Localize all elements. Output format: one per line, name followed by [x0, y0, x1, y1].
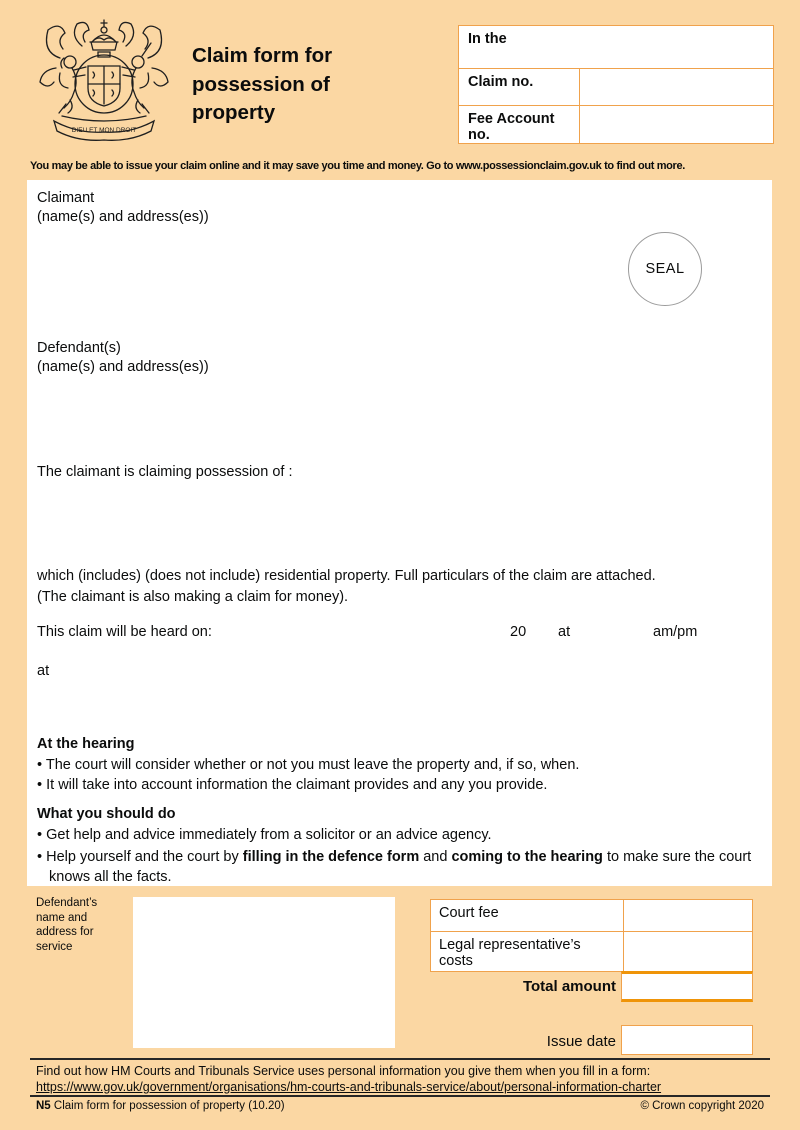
- main-form-panel: [27, 180, 772, 886]
- hearing-bullet-1: • The court will consider whether or not you must leave the property and, if so, when.: [37, 757, 580, 773]
- royal-coat-of-arms-logo: [26, 10, 182, 150]
- form-reference: [36, 1100, 285, 1112]
- in-the-label: In the: [468, 31, 507, 47]
- bullet-icon: •: [37, 849, 43, 865]
- defence-form-emphasis: filling in the defence form: [242, 849, 420, 865]
- bullet-icon: •: [37, 757, 43, 773]
- heard-location-label: at: [37, 663, 50, 679]
- court-fee-field[interactable]: [624, 900, 752, 931]
- service-address-field[interactable]: [133, 897, 395, 1048]
- royal-arms-icon: [26, 10, 182, 150]
- should-do-bullet-2: • Help yourself and the court by filling in the defence form and coming to the hearing to make sure the court knows all the facts.: [37, 849, 752, 885]
- form-code-title: Claim form for possession of property (10.20): [53, 1100, 285, 1112]
- fee-account-no-label: Fee Account no.: [459, 106, 580, 143]
- form-code: N5: [36, 1100, 51, 1112]
- in-the-field[interactable]: [516, 26, 773, 68]
- seal-text: SEAL: [645, 261, 685, 277]
- court-fee-label: Court fee: [431, 900, 624, 931]
- privacy-notice-text: Find out how HM Courts and Tribunals Service uses personal information you give them when you fill in a form:: [36, 1064, 651, 1078]
- residential-line-2: (The claimant is also making a claim for money).: [37, 589, 349, 605]
- coming-to-hearing-emphasis: coming to the hearing: [451, 849, 603, 865]
- defendant-hint: (name(s) and address(es)): [37, 359, 209, 375]
- heard-on-label: This claim will be heard on:: [37, 624, 212, 640]
- heard-on-ampm-label: am/pm: [653, 624, 698, 640]
- service-address-label: Defendant’s name and address for service: [36, 897, 98, 953]
- what-you-should-do-heading: What you should do: [37, 806, 176, 822]
- claimant-hint: (name(s) and address(es)): [37, 209, 209, 225]
- fees-table: [430, 899, 753, 972]
- issue-date-label: Issue date: [546, 1033, 616, 1050]
- footer-bottom-rule: [30, 1095, 770, 1097]
- royal-arms-motto: DIEU ET MON DROIT: [71, 127, 137, 134]
- total-amount-field[interactable]: [621, 971, 753, 1002]
- total-amount-label: Total amount: [522, 978, 616, 995]
- claiming-possession-text: The claimant is claiming possession of :: [37, 464, 293, 480]
- bullet-icon: •: [37, 827, 43, 843]
- fee-account-no-field[interactable]: [580, 106, 773, 143]
- claim-no-label: Claim no.: [459, 69, 580, 105]
- legal-costs-field[interactable]: [624, 932, 752, 971]
- privacy-charter-link[interactable]: https://www.gov.uk/government/organisations/hm-courts-and-tribunals-service/about/personal-information-charter: [36, 1080, 662, 1094]
- online-claim-notice: You may be able to issue your claim online and it may save you time and money. Go to www.possessionclaim.gov.uk to find out more.: [30, 160, 685, 172]
- residential-property-text: [37, 566, 765, 608]
- court-details-table: [458, 25, 774, 144]
- residential-line-1: which (includes) (does not include) residential property. Full particulars of the claim are attached.: [37, 568, 656, 584]
- claim-no-field[interactable]: [580, 69, 773, 105]
- issue-date-field[interactable]: [621, 1025, 753, 1055]
- legal-costs-label: Legal representative’s costs: [431, 932, 624, 971]
- should-do-bullet-1: • Get help and advice immediately from a solicitor or an advice agency.: [37, 827, 492, 843]
- bullet-icon: •: [37, 777, 43, 793]
- crown-copyright: © Crown copyright 2020: [640, 1100, 764, 1112]
- heard-on-at-label: at: [558, 624, 571, 640]
- footer-top-rule: [30, 1058, 770, 1060]
- at-the-hearing-heading: At the hearing: [37, 736, 135, 752]
- heard-on-year-prefix: 20: [510, 624, 527, 640]
- defendant-label: Defendant(s): [37, 340, 121, 356]
- claimant-label: Claimant: [37, 190, 95, 206]
- court-seal: [628, 232, 702, 306]
- form-title: Claim form for possession of property: [192, 44, 333, 124]
- hearing-bullet-2: • It will take into account information the claimant provides and any you provide.: [37, 777, 548, 793]
